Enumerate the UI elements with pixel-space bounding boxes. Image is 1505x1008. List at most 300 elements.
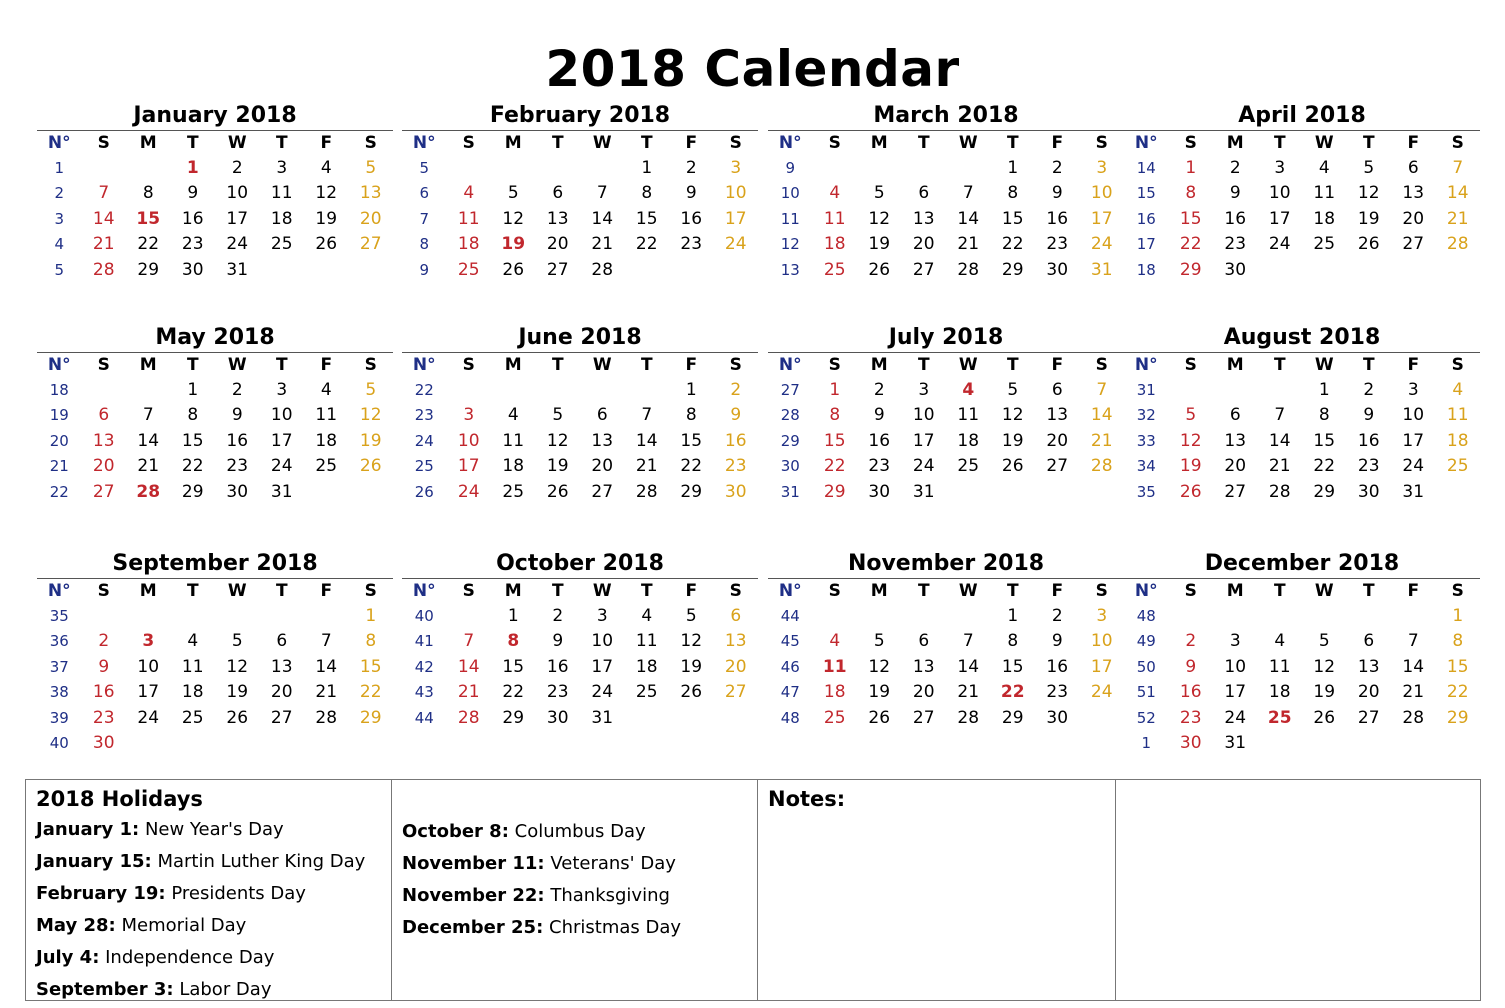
day-cell [1436,257,1481,283]
day-cell: 25 [957,456,980,477]
week-row [402,232,758,258]
week-row [402,257,758,283]
week-number: 9 [419,260,430,279]
holidays-column-2 [392,780,758,1000]
weekday-header: T [536,579,581,604]
weekday-header: W [946,579,991,604]
day-cell [625,377,670,403]
day-cell: 10 [1224,656,1247,677]
weekday-header: T [902,579,947,604]
day-cell: 8 [1007,183,1019,204]
day-cell: 24 [912,456,935,477]
day-cell: 18 [181,682,204,703]
day-cell: 6 [918,183,930,204]
week-row [37,629,393,655]
weekday-header: F [1035,353,1080,378]
holiday-date: September 3: [36,979,174,1000]
day-cell: 5 [552,405,564,426]
day-cell: 10 [1402,405,1425,426]
month-block [1124,550,1480,756]
holiday-item [36,942,381,974]
day-cell: 13 [92,430,115,451]
day-cell: 17 [270,430,293,451]
day-cell: 10 [912,405,935,426]
day-cell: 26 [315,234,338,255]
day-cell: 2 [873,379,885,400]
day-cell: 7 [1407,631,1419,652]
week-row [1124,377,1480,403]
day-cell: 26 [226,707,249,728]
day-cell: 27 [724,682,747,703]
day-cell: 1 [186,157,199,178]
day-cell [1436,479,1481,505]
day-cell: 5 [873,631,885,652]
day-cell: 23 [546,682,569,703]
weekday-header: T [1258,131,1303,156]
day-cell: 30 [226,481,249,502]
holidays-title: 2018 Holidays [36,787,203,811]
day-cell: 4 [829,183,841,204]
day-cell [126,377,171,403]
day-cell [625,257,670,283]
day-cell [215,603,260,629]
day-cell: 29 [137,259,160,280]
day-cell: 11 [822,656,847,677]
day-cell: 18 [957,430,980,451]
day-cell [857,155,902,181]
weekday-header: T [1347,131,1392,156]
day-cell: 20 [1046,430,1069,451]
month-block [402,324,758,505]
month-block [1124,102,1480,283]
week-number: 48 [1136,606,1156,625]
week-row [1124,680,1480,706]
day-cell: 10 [226,183,249,204]
day-cell: 2 [1185,631,1197,652]
week-number-header: N° [37,353,82,378]
month-table [37,130,393,283]
day-cell: 20 [1224,456,1247,477]
weekday-header: T [536,131,581,156]
month-title: October 2018 [496,551,664,576]
day-cell: 9 [1363,405,1375,426]
day-cell: 1 [1007,605,1019,626]
holiday-item [36,846,381,878]
day-cell [447,603,492,629]
day-cell: 9 [873,405,885,426]
day-cell: 1 [187,379,199,400]
day-cell: 13 [912,656,935,677]
week-row [1124,257,1480,283]
day-cell: 22 [359,682,382,703]
day-cell: 29 [502,707,525,728]
day-cell: 12 [359,405,382,426]
day-cell: 29 [1179,259,1202,280]
day-cell [1258,731,1303,757]
day-cell [171,731,216,757]
day-cell: 3 [142,631,155,652]
day-cell: 7 [320,631,332,652]
day-cell: 16 [1046,656,1069,677]
day-cell: 21 [591,234,614,255]
day-cell: 26 [868,259,891,280]
month-title: May 2018 [155,325,275,350]
day-cell: 4 [1274,631,1286,652]
day-cell: 21 [457,682,480,703]
day-cell: 18 [457,234,480,255]
day-cell: 24 [226,234,249,255]
week-number: 43 [414,683,434,702]
day-cell: 1 [365,605,377,626]
week-number: 3 [54,209,65,228]
day-cell: 14 [137,430,160,451]
week-number: 33 [1136,431,1156,450]
day-cell: 19 [868,682,891,703]
week-number: 12 [780,235,800,254]
day-cell: 15 [359,656,382,677]
notes-title: Notes: [768,787,846,811]
week-row [768,603,1124,629]
day-cell: 26 [680,682,703,703]
day-cell: 3 [1274,157,1286,178]
week-number: 52 [1136,708,1156,727]
week-number: 5 [419,158,430,177]
week-number: 32 [1136,406,1156,425]
day-cell: 8 [1007,631,1019,652]
day-cell [580,377,625,403]
month-block [402,550,758,731]
holidays-list-2 [402,816,747,944]
day-cell: 16 [868,430,891,451]
day-cell: 22 [1446,682,1469,703]
week-row [768,206,1124,232]
day-cell: 12 [1357,183,1380,204]
holiday-name: Presidents Day [165,883,306,904]
day-cell: 3 [918,379,930,400]
day-cell [714,257,759,283]
holidays-list-1 [36,814,381,1006]
day-cell: 12 [546,430,569,451]
week-row [402,629,758,655]
day-cell: 28 [315,707,338,728]
week-number: 44 [414,708,434,727]
day-cell: 9 [1051,631,1063,652]
week-number-header: N° [1124,131,1169,156]
day-cell: 7 [98,183,110,204]
day-cell: 6 [1229,405,1241,426]
week-number: 9 [785,158,796,177]
day-cell: 28 [1268,481,1291,502]
day-cell: 2 [231,379,243,400]
weekday-header: S [1080,353,1125,378]
day-cell: 28 [957,707,980,728]
weekday-header: T [902,353,947,378]
day-cell: 12 [315,183,338,204]
day-cell: 11 [1268,656,1291,677]
day-cell: 8 [1452,631,1464,652]
day-cell: 5 [1363,157,1375,178]
weekday-header: F [1391,131,1436,156]
day-cell: 7 [463,631,475,652]
week-number: 22 [49,482,69,501]
day-cell: 26 [546,481,569,502]
day-cell: 19 [1357,208,1380,229]
holidays-column-1 [26,780,392,1000]
holiday-item [402,912,747,944]
week-row [37,731,393,757]
day-cell: 8 [829,405,841,426]
day-cell: 29 [181,481,204,502]
weekday-header: S [714,353,759,378]
weekday-header: T [171,579,216,604]
day-cell [304,731,349,757]
weekday-header: S [349,131,394,156]
week-number: 18 [49,380,69,399]
week-number: 29 [780,431,800,450]
day-cell: 21 [635,456,658,477]
day-cell: 20 [1402,208,1425,229]
month-table [402,352,758,505]
day-cell: 24 [457,481,480,502]
day-cell: 13 [912,208,935,229]
day-cell [260,257,305,283]
week-number: 31 [780,482,800,501]
day-cell [625,705,670,731]
day-cell: 3 [1229,631,1241,652]
week-number-header: N° [37,131,82,156]
day-cell [946,479,991,505]
holiday-name: Labor Day [173,979,272,1000]
day-cell [669,705,714,731]
week-row [37,377,393,403]
day-cell: 17 [912,430,935,451]
week-number: 42 [414,657,434,676]
day-cell [447,377,492,403]
day-cell: 25 [457,259,480,280]
day-cell: 14 [1268,430,1291,451]
day-cell: 20 [591,456,614,477]
day-cell: 16 [92,682,115,703]
day-cell: 25 [1446,456,1469,477]
day-cell: 4 [1452,379,1464,400]
day-cell: 30 [92,733,115,754]
day-cell: 13 [1224,430,1247,451]
day-cell: 4 [507,405,519,426]
day-cell [1080,705,1125,731]
notes-area[interactable] [758,780,1116,1000]
day-cell: 3 [276,379,288,400]
day-cell: 15 [823,430,846,451]
day-cell: 16 [181,208,204,229]
day-cell [349,479,394,505]
month-title: April 2018 [1238,103,1366,128]
week-number: 49 [1136,632,1156,651]
month-block [768,102,1124,283]
week-number: 13 [780,260,800,279]
weekday-header: T [902,131,947,156]
weekday-header: M [491,353,536,378]
week-number: 37 [49,657,69,676]
day-cell [1258,377,1303,403]
day-cell: 14 [635,430,658,451]
weekday-header: T [625,131,670,156]
month-table [1124,130,1480,283]
week-row [37,257,393,283]
holiday-date: November 22: [402,885,545,906]
week-number: 14 [1136,158,1156,177]
day-cell: 22 [680,456,703,477]
week-number: 39 [49,708,69,727]
day-cell: 10 [1090,631,1113,652]
day-cell: 2 [98,631,110,652]
day-cell: 10 [457,430,480,451]
day-cell: 1 [685,379,697,400]
day-cell: 30 [1224,259,1247,280]
weekday-header: S [1436,579,1481,604]
day-cell [991,479,1036,505]
day-cell: 8 [365,631,377,652]
day-cell: 2 [1051,605,1063,626]
day-cell [447,155,492,181]
week-number: 40 [414,606,434,625]
day-cell [813,603,858,629]
day-cell: 29 [680,481,703,502]
day-cell [82,377,127,403]
weekday-header: S [1169,131,1214,156]
weekday-header: W [946,131,991,156]
weekday-header: S [813,131,858,156]
day-cell: 15 [1446,656,1469,677]
day-cell: 14 [1402,656,1425,677]
day-cell [1391,603,1436,629]
day-cell: 22 [1179,234,1202,255]
day-cell: 20 [546,234,569,255]
day-cell: 1 [829,379,841,400]
holiday-item [36,878,381,910]
day-cell: 16 [1046,208,1069,229]
week-number: 28 [780,406,800,425]
holiday-date: November 11: [402,853,545,874]
month-title: July 2018 [888,325,1004,350]
weekday-header: W [215,353,260,378]
weekday-header: M [1213,131,1258,156]
day-cell: 10 [591,631,614,652]
weekday-header: S [447,131,492,156]
day-cell: 14 [315,656,338,677]
weekday-header: S [82,131,127,156]
day-cell: 23 [680,234,703,255]
day-cell: 16 [1357,430,1380,451]
day-cell: 24 [1090,682,1113,703]
day-cell: 9 [1229,183,1241,204]
day-cell: 8 [187,405,199,426]
day-cell: 1 [641,157,653,178]
day-cell [902,603,947,629]
day-cell: 15 [181,430,204,451]
holiday-name: Thanksgiving [544,885,670,906]
weekday-header: F [304,353,349,378]
day-cell: 24 [137,707,160,728]
day-cell: 18 [1446,430,1469,451]
weekday-header: W [580,579,625,604]
day-cell: 15 [1001,208,1024,229]
weekday-header: T [1347,579,1392,604]
day-cell: 7 [596,183,608,204]
week-row [768,257,1124,283]
day-cell: 19 [546,456,569,477]
day-cell: 6 [596,405,608,426]
weekday-header: S [714,579,759,604]
week-number-header: N° [37,579,82,604]
week-row [1124,155,1480,181]
week-row [37,428,393,454]
week-number: 35 [1136,482,1156,501]
bottom-section [25,779,1481,1001]
day-cell: 2 [1229,157,1241,178]
weekday-header: S [82,353,127,378]
day-cell: 11 [181,656,204,677]
day-cell: 13 [359,183,382,204]
day-cell: 5 [1185,405,1197,426]
day-cell: 7 [1452,157,1464,178]
day-cell: 9 [231,405,243,426]
weekday-header: T [1258,579,1303,604]
day-cell [1302,731,1347,757]
day-cell: 20 [359,208,382,229]
holiday-item [402,848,747,880]
day-cell: 12 [1313,656,1336,677]
notes-area-extra[interactable] [1116,780,1480,1000]
month-table [1124,352,1480,505]
week-number: 47 [780,683,800,702]
week-number: 41 [414,632,434,651]
day-cell [1347,257,1392,283]
day-cell [82,155,127,181]
week-row [1124,603,1480,629]
day-cell: 12 [502,208,525,229]
week-number-header: N° [1124,353,1169,378]
week-number: 6 [419,184,430,203]
weekday-header: S [349,579,394,604]
day-cell [1347,731,1392,757]
day-cell: 20 [270,682,293,703]
day-cell [1436,731,1481,757]
day-cell: 28 [92,259,115,280]
day-cell: 9 [730,405,742,426]
day-cell: 3 [1096,157,1108,178]
day-cell: 14 [1090,405,1113,426]
day-cell: 17 [226,208,249,229]
weekday-header: T [625,353,670,378]
weekday-header: M [491,131,536,156]
week-number: 19 [49,406,69,425]
day-cell: 17 [137,682,160,703]
weekday-header: W [580,131,625,156]
day-cell [1213,603,1258,629]
week-number: 23 [414,406,434,425]
day-cell: 3 [276,157,288,178]
day-cell: 23 [868,456,891,477]
week-row [1124,428,1480,454]
day-cell: 2 [730,379,742,400]
day-cell: 16 [1179,682,1202,703]
day-cell: 31 [591,707,614,728]
day-cell: 15 [136,208,161,229]
day-cell: 8 [641,183,653,204]
day-cell: 28 [591,259,614,280]
month-block [768,324,1124,505]
day-cell: 22 [1000,682,1025,703]
